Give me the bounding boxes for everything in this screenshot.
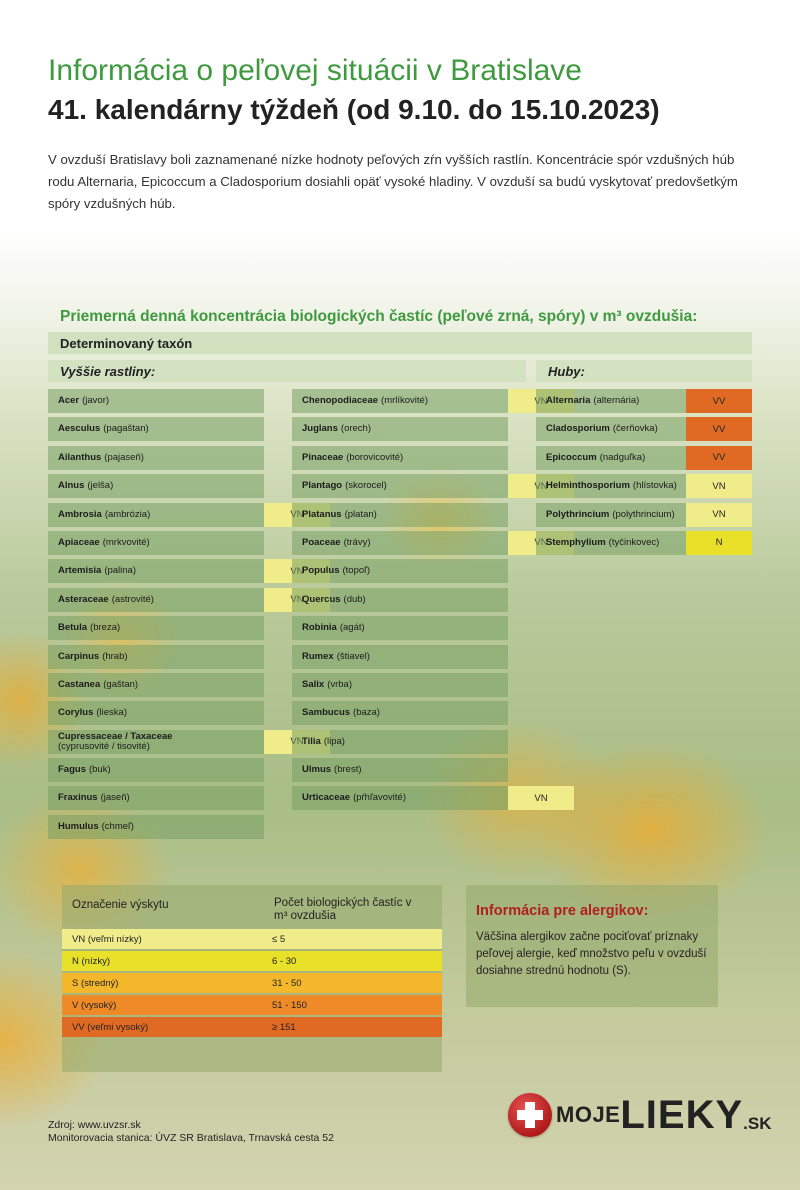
page-subtitle: 41. kalendárny týždeň (od 9.10. do 15.10.2023) bbox=[48, 94, 660, 125]
taxon-latin-name: Stemphylium bbox=[546, 536, 606, 548]
taxon-common-name: (baza) bbox=[353, 707, 380, 719]
taxon-common-name: (tyčinkovec) bbox=[608, 536, 660, 548]
taxon-name-cell bbox=[48, 588, 264, 612]
taxon-row bbox=[536, 417, 752, 441]
legend-header-count: Počet biologických častíc v m³ ovzdušia bbox=[274, 897, 412, 922]
legend-row bbox=[62, 995, 442, 1015]
taxon-common-name: (buk) bbox=[88, 764, 111, 776]
logo-moje: MOJE bbox=[556, 1102, 621, 1127]
taxon-common-name: (jelša) bbox=[87, 480, 114, 492]
taxon-common-name: (mrkvovité) bbox=[102, 536, 150, 548]
taxon-row bbox=[292, 730, 574, 754]
taxon-name-cell bbox=[292, 758, 508, 782]
taxon-name-cell bbox=[292, 474, 508, 498]
taxon-name-cell bbox=[292, 701, 508, 725]
allergy-text: Väčšina alergikov začne pociťovať príznaky peľovej alergie, keď množstvo peľu v ovzduší dosiahne strednú hodnotu (S). bbox=[476, 931, 707, 977]
taxon-row bbox=[48, 559, 330, 583]
taxon-level-cell bbox=[508, 645, 574, 669]
taxon-common-name: (agát) bbox=[339, 622, 365, 634]
taxon-common-name: (gaštan) bbox=[103, 678, 139, 690]
taxon-latin-name: Urticaceae bbox=[302, 792, 351, 804]
taxon-level-cell bbox=[508, 616, 574, 640]
taxon-row bbox=[48, 588, 330, 612]
legend-row bbox=[62, 951, 442, 971]
taxon-row bbox=[292, 417, 574, 441]
taxon-common-name: (palina) bbox=[104, 565, 136, 577]
taxon-level-cell bbox=[508, 559, 574, 583]
legend-level-label: V (vysoký) bbox=[72, 999, 117, 1011]
taxon-latin-name: Platanus bbox=[302, 508, 342, 520]
taxon-common-name: (jaseň) bbox=[100, 792, 130, 804]
taxon-level-cell bbox=[508, 758, 574, 782]
taxon-row bbox=[48, 474, 330, 498]
taxon-name-cell bbox=[292, 730, 508, 754]
taxon-name-cell bbox=[48, 815, 264, 839]
taxon-row bbox=[292, 673, 574, 697]
taxon-name-cell bbox=[48, 417, 264, 441]
taxon-common-name: (pagaštan) bbox=[103, 423, 149, 435]
taxon-row bbox=[48, 503, 330, 527]
taxon-latin-name: Betula bbox=[58, 622, 88, 634]
taxon-common-name: (hlístovka) bbox=[632, 480, 677, 492]
taxon-latin-name: Fraxinus bbox=[58, 792, 98, 804]
fungi-column bbox=[536, 389, 752, 559]
taxon-common-name: (astrovité) bbox=[111, 593, 154, 605]
intro-text: V ovzduší Bratislavy boli zaznamenané nízke hodnoty peľových zŕn vyšších rastlín. Koncentrácie spór vzdušných húb rodu Alternaria, Epicoccum a Cladosporium dosiahli opäť vysoké hladiny. V ovzduší sa budú vyskytovať predovšetkým spóry vzdušných húb. bbox=[48, 152, 738, 211]
taxon-name-cell bbox=[292, 503, 508, 527]
taxon-name-cell bbox=[536, 474, 686, 498]
taxon-latin-name: Humulus bbox=[58, 820, 99, 832]
taxon-row bbox=[292, 588, 574, 612]
taxon-latin-name: Juglans bbox=[302, 423, 338, 435]
taxon-row bbox=[536, 389, 752, 413]
legend-level-label: VV (veľmi vysoký) bbox=[72, 1021, 149, 1033]
taxon-row bbox=[48, 645, 330, 669]
taxon-row bbox=[292, 701, 574, 725]
taxon-latin-name: Fagus bbox=[58, 764, 86, 776]
taxon-row bbox=[536, 446, 752, 470]
legend-row bbox=[62, 929, 442, 949]
taxon-common-name: (topoľ) bbox=[342, 565, 371, 577]
taxon-name-cell bbox=[48, 559, 264, 583]
legend-level-label: N (nízky) bbox=[72, 955, 110, 967]
taxon-latin-name: Cupressaceae / Taxaceae bbox=[58, 730, 173, 742]
taxon-common-name: (ambrózia) bbox=[104, 508, 151, 520]
taxon-row bbox=[48, 417, 330, 441]
taxon-common-name: (vrba) bbox=[327, 678, 352, 690]
taxon-level-cell: VN bbox=[686, 503, 752, 527]
taxon-level-cell: VV bbox=[686, 389, 752, 413]
taxon-name-cell bbox=[292, 446, 508, 470]
taxon-name-cell bbox=[292, 616, 508, 640]
taxon-name-cell bbox=[48, 701, 264, 725]
taxon-latin-name: Acer bbox=[58, 395, 80, 406]
taxon-common-name: (polythrincium) bbox=[612, 508, 675, 520]
higher-plants-header: Vyššie rastliny: bbox=[48, 360, 526, 382]
taxon-row bbox=[292, 389, 574, 413]
taxon-row bbox=[48, 701, 330, 725]
taxon-row bbox=[48, 531, 330, 555]
allergy-info-box bbox=[466, 885, 718, 1007]
taxon-common-name: (mrlíkovité) bbox=[381, 395, 429, 406]
taxon-name-cell bbox=[292, 588, 508, 612]
taxon-row bbox=[292, 474, 574, 498]
legend-header-occurrence: Označenie výskytu bbox=[72, 899, 169, 911]
legend-range: 6 - 30 bbox=[272, 955, 297, 967]
taxon-latin-name: Epicoccum bbox=[546, 451, 597, 463]
taxon-common-name: (breza) bbox=[90, 622, 121, 634]
taxon-latin-name: Salix bbox=[302, 678, 325, 690]
taxon-level-cell bbox=[508, 730, 574, 754]
taxon-common-name: (nadguľka) bbox=[599, 451, 646, 463]
taxon-row bbox=[48, 389, 330, 413]
logo-lieky: LIEKY bbox=[620, 1093, 744, 1137]
taxon-latin-name: Plantago bbox=[302, 480, 343, 492]
taxon-row bbox=[292, 559, 574, 583]
taxon-latin-name: Ulmus bbox=[302, 764, 332, 776]
taxon-name-cell bbox=[536, 417, 686, 441]
taxon-row bbox=[48, 758, 330, 782]
taxon-common-name: (brest) bbox=[334, 764, 362, 776]
taxon-level-cell bbox=[508, 588, 574, 612]
taxon-name-cell bbox=[48, 786, 264, 810]
taxon-common-name: (javor) bbox=[82, 395, 110, 406]
taxon-latin-name: Ambrosia bbox=[58, 508, 102, 520]
taxon-latin-name: Polythrincium bbox=[546, 508, 610, 520]
medical-cross-icon bbox=[508, 1093, 552, 1137]
taxon-common-name: (hrab) bbox=[102, 650, 128, 662]
page-title: Informácia o peľovej situácii v Bratislave bbox=[48, 54, 582, 87]
taxon-row bbox=[292, 616, 574, 640]
legend-range: 51 - 150 bbox=[272, 999, 307, 1011]
allergy-title: Informácia pre alergikov: bbox=[476, 903, 649, 919]
taxon-row bbox=[536, 531, 752, 555]
taxon-level-cell bbox=[508, 673, 574, 697]
taxon-latin-name: Alternaria bbox=[546, 395, 591, 406]
determined-taxon-bar: Determinovaný taxón bbox=[48, 332, 752, 354]
taxon-name-cell bbox=[292, 531, 508, 555]
taxon-common-name: (dub) bbox=[343, 593, 366, 605]
legend-row bbox=[62, 973, 442, 993]
taxon-common-name: (trávy) bbox=[343, 536, 371, 548]
taxon-common-name: (alternária) bbox=[593, 395, 640, 406]
taxon-row bbox=[292, 503, 574, 527]
taxon-latin-name: Aesculus bbox=[58, 423, 101, 435]
taxon-common-name: (pajaseň) bbox=[104, 451, 144, 463]
legend-level-label: S (stredný) bbox=[72, 977, 119, 989]
taxon-latin-name: Pinaceae bbox=[302, 451, 344, 463]
taxon-name-cell bbox=[536, 531, 686, 555]
taxon-row bbox=[48, 673, 330, 697]
taxon-name-cell bbox=[48, 673, 264, 697]
taxon-name-cell bbox=[48, 616, 264, 640]
taxon-name-cell bbox=[536, 446, 686, 470]
taxon-name-cell bbox=[292, 417, 508, 441]
taxon-common-name: (borovicovité) bbox=[346, 451, 404, 463]
taxon-latin-name: Robinia bbox=[302, 622, 337, 634]
taxon-name-cell bbox=[48, 730, 264, 754]
taxon-name-cell bbox=[48, 758, 264, 782]
source-info bbox=[48, 1119, 334, 1145]
taxon-latin-name: Apiaceae bbox=[58, 536, 100, 548]
legend-range: ≥ 151 bbox=[272, 1021, 296, 1033]
taxon-name-cell bbox=[292, 559, 508, 583]
taxon-row bbox=[292, 645, 574, 669]
taxon-common-name: (cyprusovité / tisovité) bbox=[58, 740, 150, 752]
taxon-latin-name: Alnus bbox=[58, 480, 85, 492]
taxon-level-cell bbox=[264, 815, 330, 839]
taxon-row bbox=[48, 616, 330, 640]
taxon-latin-name: Chenopodiaceae bbox=[302, 395, 379, 406]
legend-range: ≤ 5 bbox=[272, 933, 286, 945]
legend-range: 31 - 50 bbox=[272, 977, 302, 989]
taxon-common-name: (lipa) bbox=[323, 735, 345, 747]
station-text: Monitorovacia stanica: ÚVZ SR Bratislava, Trnavská cesta 52 bbox=[48, 1132, 334, 1144]
taxon-name-cell bbox=[48, 503, 264, 527]
taxon-level-cell: VV bbox=[686, 417, 752, 441]
taxon-latin-name: Sambucus bbox=[302, 707, 351, 719]
taxon-common-name: (chmeľ) bbox=[101, 820, 134, 832]
taxon-row bbox=[292, 786, 574, 810]
taxon-row bbox=[536, 503, 752, 527]
taxon-latin-name: Populus bbox=[302, 565, 340, 577]
taxon-level-cell: N bbox=[686, 531, 752, 555]
legend-row bbox=[62, 1017, 442, 1037]
taxon-row bbox=[536, 474, 752, 498]
taxon-level-cell: VN bbox=[508, 786, 574, 810]
taxon-latin-name: Poaceae bbox=[302, 536, 341, 548]
taxon-name-cell bbox=[48, 531, 264, 555]
logo-sk: .SK bbox=[743, 1114, 772, 1133]
taxon-common-name: (platan) bbox=[344, 508, 377, 520]
taxon-row bbox=[292, 446, 574, 470]
taxon-row bbox=[48, 815, 330, 839]
taxon-latin-name: Rumex bbox=[302, 650, 334, 662]
taxon-name-cell bbox=[292, 786, 508, 810]
taxon-name-cell bbox=[48, 645, 264, 669]
source-text: Zdroj: www.uvzsr.sk bbox=[48, 1119, 141, 1131]
taxon-latin-name: Asteraceae bbox=[58, 593, 109, 605]
taxon-name-cell bbox=[48, 474, 264, 498]
taxon-latin-name: Corylus bbox=[58, 707, 94, 719]
taxon-row bbox=[48, 786, 330, 810]
taxon-latin-name: Artemisia bbox=[58, 565, 102, 577]
taxon-common-name: (pŕhľavovité) bbox=[353, 792, 406, 804]
taxon-level-cell: VV bbox=[686, 446, 752, 470]
taxon-name-cell bbox=[292, 389, 508, 413]
taxon-latin-name: Carpinus bbox=[58, 650, 100, 662]
plants-column-2 bbox=[292, 389, 574, 815]
taxon-common-name: (štiavel) bbox=[336, 650, 370, 662]
taxon-common-name: (orech) bbox=[340, 423, 371, 435]
taxon-level-cell bbox=[508, 701, 574, 725]
taxon-common-name: (skorocel) bbox=[345, 480, 387, 492]
taxon-latin-name: Cladosporium bbox=[546, 423, 610, 435]
taxon-common-name: (lieska) bbox=[96, 707, 127, 719]
taxon-name-cell bbox=[48, 446, 264, 470]
table-section-title: Priemerná denná koncentrácia biologických častíc (peľové zrná, spóry) v m³ ovzdušia: bbox=[60, 308, 698, 325]
taxon-latin-name: Castanea bbox=[58, 678, 101, 690]
taxon-name-cell bbox=[292, 645, 508, 669]
taxon-name-cell bbox=[536, 503, 686, 527]
taxon-latin-name: Tilia bbox=[302, 735, 321, 747]
taxon-latin-name: Quercus bbox=[302, 593, 341, 605]
plants-column-1 bbox=[48, 389, 330, 843]
taxon-name-cell bbox=[292, 673, 508, 697]
taxon-level-cell: VN bbox=[686, 474, 752, 498]
taxon-row bbox=[48, 730, 330, 754]
fungi-header: Huby: bbox=[536, 360, 752, 382]
taxon-name-cell bbox=[536, 389, 686, 413]
taxon-row bbox=[48, 446, 330, 470]
taxon-row bbox=[292, 758, 574, 782]
taxon-common-name: (čerňovka) bbox=[612, 423, 658, 435]
taxon-latin-name: Helminthosporium bbox=[546, 480, 630, 492]
legend-box bbox=[62, 885, 442, 1072]
legend-level-label: VN (veľmi nízky) bbox=[72, 933, 142, 945]
mojelieky-logo bbox=[508, 1090, 772, 1140]
taxon-name-cell bbox=[48, 389, 264, 413]
taxon-latin-name: Ailanthus bbox=[58, 451, 102, 463]
taxon-row bbox=[292, 531, 574, 555]
